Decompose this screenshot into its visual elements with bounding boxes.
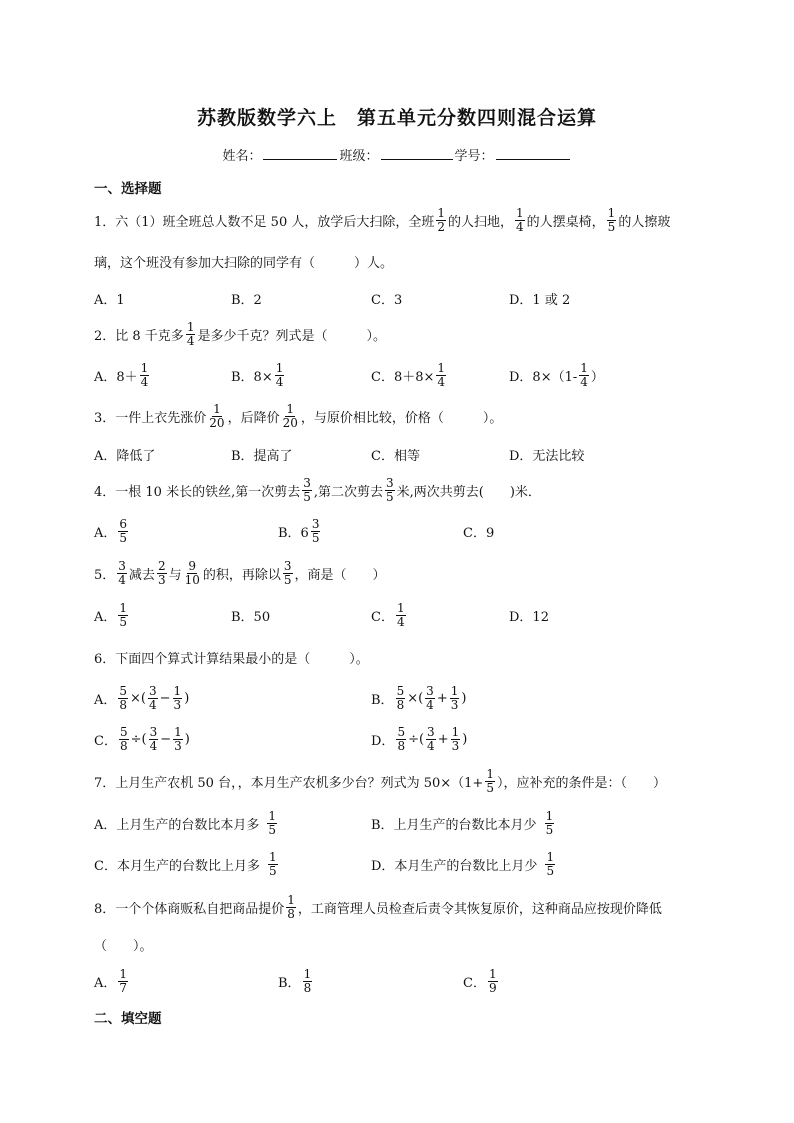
q1-option-b[interactable]: B．2 bbox=[231, 293, 262, 308]
q7-fraction: $\frac{1}{5}$ bbox=[486, 766, 494, 795]
q2-text: 2．比 8 千克多 bbox=[94, 328, 184, 344]
q1-text: 的人摆桌椅， bbox=[526, 214, 605, 230]
q3-option-d[interactable]: D．无法比较 bbox=[509, 449, 585, 464]
q3-fraction-2: $\frac{1}{20}$ bbox=[282, 401, 298, 430]
q7-option-a[interactable]: A．上月生产的台数比本月多 $\frac{1}{5}$ bbox=[94, 808, 277, 837]
q1-option-a[interactable]: A．1 bbox=[94, 293, 125, 308]
q2-option-a[interactable]: A．8＋ $\frac{1}{4}$ bbox=[94, 360, 149, 389]
question-7: 7．上月生产农机 50 台，，本月生产农机多少台？列式为 50×（1+ $\frac{1}{5}$ ），应补充的条件是：（ ） bbox=[94, 766, 666, 795]
question-2 bbox=[94, 319, 386, 349]
name-blank[interactable] bbox=[263, 145, 337, 160]
q3-option-b[interactable]: B．提高了 bbox=[231, 449, 293, 464]
q8-option-b[interactable]: B． $\frac{1}{8}$ bbox=[278, 966, 312, 995]
q4-option-b[interactable]: B．6 $\frac{3}{5}$ bbox=[278, 516, 320, 545]
id-blank[interactable] bbox=[496, 145, 570, 160]
q2-option-b[interactable]: B．8× $\frac{1}{4}$ bbox=[231, 360, 284, 389]
section-heading-choice: 一、选择题 bbox=[94, 181, 162, 197]
q1-text: 的人扫地， bbox=[448, 214, 514, 230]
q2-text: 是多少千克？列式是（ ）。 bbox=[197, 328, 386, 344]
q7-option-b[interactable]: B．上月生产的台数比本月少 $\frac{1}{5}$ bbox=[371, 808, 554, 837]
question-4: 4．一根 10 米长的铁丝,第一次剪去 $\frac{3}{5}$ ,第二次剪去 $\frac{3}{5}$ 米,两次共剪去( )米． bbox=[94, 475, 541, 504]
q1-fraction-1: $\frac{1}{2}$ bbox=[437, 205, 445, 234]
page-title: 苏教版数学六上 第五单元分数四则混合运算 bbox=[196, 107, 597, 129]
id-label: 学号： bbox=[454, 149, 494, 164]
class-blank[interactable] bbox=[381, 145, 453, 160]
q5-fraction-3: $\frac{3}{5}$ bbox=[283, 558, 292, 587]
q1-option-c[interactable]: C．3 bbox=[371, 293, 403, 308]
q1-text: 的人擦玻 bbox=[618, 214, 671, 230]
q4-fraction-2: $\frac{3}{5}$ bbox=[386, 475, 394, 504]
q8-fraction: $\frac{1}{8}$ bbox=[287, 892, 295, 921]
q1-option-d[interactable]: D．1 或 2 bbox=[509, 293, 571, 308]
question-1-line-2: 璃，这个班没有参加大扫除的同学有（ ）人。 bbox=[94, 256, 394, 271]
q5-fraction-1: $\frac{2}{3}$ bbox=[157, 558, 166, 587]
q8-option-c[interactable]: C． $\frac{1}{9}$ bbox=[463, 966, 497, 995]
q2-fraction: $\frac{1}{4}$ bbox=[186, 319, 195, 348]
question-8-line-1: 8．一个个体商贩私自把商品提价 $\frac{1}{8}$ ，工商管理人员检查后责令其恢复原价，这种商品应按现价降低 bbox=[94, 892, 662, 921]
q6-option-b[interactable]: B． $\frac{5}{8}$ ×( $\frac{3}{4}$ + $\frac{1}{3}$ ) bbox=[371, 683, 467, 712]
q4-fraction-1: $\frac{3}{5}$ bbox=[303, 475, 311, 504]
question-5: 5． $\frac{3}{4}$ 减去 $\frac{2}{3}$ 与 $\frac{9}{10}$ 的积，再除以 $\frac{3}{5}$ ，商是（ ） bbox=[94, 558, 386, 587]
q5-option-d[interactable]: D．12 bbox=[509, 609, 549, 625]
question-6: 6．下面四个算式计算结果最小的是（ ）。 bbox=[94, 652, 369, 667]
q4-option-a[interactable]: A． $\frac{6}{5}$ bbox=[94, 516, 128, 545]
q4-option-c[interactable]: C．9 bbox=[463, 525, 495, 541]
q3-option-c[interactable]: C．相等 bbox=[371, 449, 420, 464]
q7-option-c[interactable]: C．本月生产的台数比上月多 $\frac{1}{5}$ bbox=[94, 849, 277, 878]
q3-option-a[interactable]: A．降低了 bbox=[94, 449, 156, 464]
student-info-line bbox=[0, 145, 794, 164]
q6-option-a[interactable]: A． $\frac{5}{8}$ ×( $\frac{3}{4}$ − $\frac{1}{3}$ ) bbox=[94, 683, 190, 712]
q7-option-d[interactable]: D．本月生产的台数比上月少 $\frac{1}{5}$ bbox=[371, 849, 555, 878]
question-3: 3．一件上衣先涨价 $\frac{1}{20}$ ，后降价 $\frac{1}{20}$ ，与原价相比较，价格（ ）。 bbox=[94, 401, 503, 430]
q5-option-b[interactable]: B．50 bbox=[231, 609, 271, 625]
class-label: 班级： bbox=[339, 149, 379, 164]
section-heading-fill-in: 二、填空题 bbox=[94, 1011, 162, 1027]
question-1-line-1 bbox=[94, 205, 670, 235]
q5-option-c[interactable]: C． $\frac{1}{4}$ bbox=[371, 600, 405, 629]
q5-fraction-2: $\frac{9}{10}$ bbox=[184, 558, 200, 587]
q6-option-d[interactable]: D． $\frac{5}{8}$ ÷( $\frac{3}{4}$ + $\frac{1}{3}$ ) bbox=[371, 724, 468, 753]
q2-option-d[interactable]: D．8×（1- $\frac{1}{4}$ ） bbox=[509, 360, 604, 389]
q2-option-c[interactable]: C．8＋8× $\frac{1}{4}$ bbox=[371, 360, 446, 389]
q3-fraction-1: $\frac{1}{20}$ bbox=[209, 401, 225, 430]
q5-fraction-0: $\frac{3}{4}$ bbox=[118, 558, 126, 587]
q1-fraction-2: $\frac{1}{4}$ bbox=[516, 205, 524, 234]
q8-option-a[interactable]: A． $\frac{1}{7}$ bbox=[94, 966, 128, 995]
q6-option-c[interactable]: C． $\frac{5}{8}$ ÷( $\frac{3}{4}$ − $\frac{1}{3}$ ) bbox=[94, 724, 190, 753]
name-label: 姓名： bbox=[222, 149, 262, 164]
question-8-line-2: （ ）。 bbox=[94, 939, 153, 954]
q5-option-a[interactable]: A． $\frac{1}{5}$ bbox=[94, 600, 128, 629]
q1-text: 1．六（1）班全班总人数不足 50 人，放学后大扫除，全班 bbox=[94, 214, 435, 230]
q1-fraction-3: $\frac{1}{5}$ bbox=[607, 205, 616, 234]
